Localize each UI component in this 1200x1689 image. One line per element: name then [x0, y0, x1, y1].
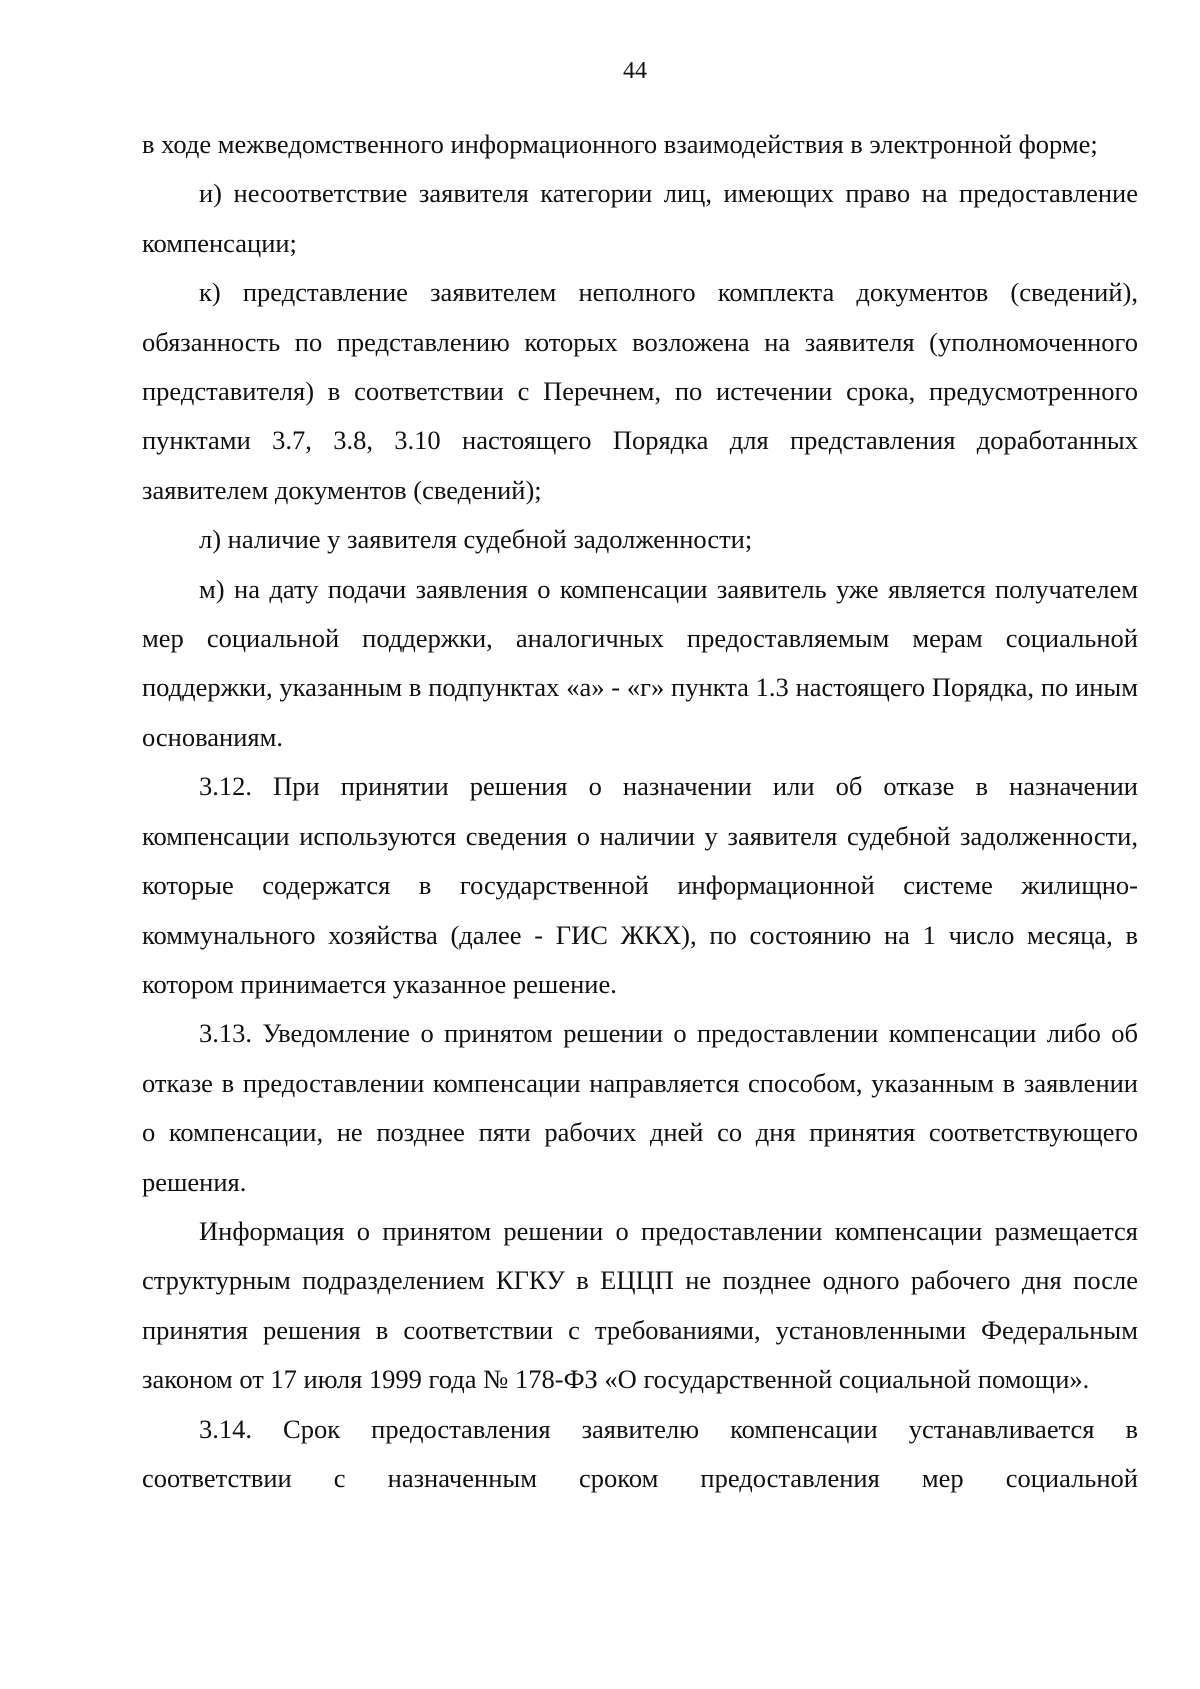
page-number: 44 [623, 58, 647, 84]
document-body [142, 120, 1138, 1503]
paragraph: 3.14. Срок предоставления заявителю компенсации устанавливается в соответствии с назначенным сроком предоставления мер социальной [142, 1413, 1138, 1493]
paragraph: в ходе межведомственного информационного взаимодействия в электронной форме; [142, 129, 1098, 159]
paragraph: 3.13. Уведомление о принятом решении о предоставлении компенсации либо об отказе в предоставлении компенсации направляется способом, указанным в заявлении о компенсации, не позднее пяти рабочих дней со дня принятия соответствующего решения. [142, 1018, 1138, 1197]
paragraph: к) представление заявителем неполного комплекта документов (сведений), обязанность по представлению которых возложена на заявителя (уполномоченного представителя) в соответствии с Перечнем, по истечении срока, предусмотренного пунктами 3.7, 3.8, 3.10 настоящего Порядка для представления доработанных заявителем документов (сведений); [142, 277, 1138, 505]
paragraph: м) на дату подачи заявления о компенсации заявитель уже является получателем мер социальной поддержки, аналогичных предоставляемым мерам социальной поддержки, указанным в подпунктах «а» - «г» пункта 1.3 настоящего Порядка, по иным основаниям. [142, 573, 1138, 752]
paragraph: Информация о принятом решении о предоставлении компенсации размещается структурным подразделением КГКУ в ЕЦЦП не позднее одного рабочего дня после принятия решения в соответствии с требованиями, установленными Федеральным законом от 17 июля 1999 года № 178-ФЗ «О государственной социальной помощи». [142, 1215, 1138, 1395]
paragraph: и) несоответствие заявителя категории лиц, имеющих право на предоставление компенсации; [142, 178, 1138, 258]
paragraph: л) наличие у заявителя судебной задолженности; [199, 524, 753, 555]
paragraph: 3.12. При принятии решения о назначении или об отказе в назначении компенсации используются сведения о наличии у заявителя судебной задолженности, которые содержатся в государственной информационной системе жилищно-коммунального хозяйства (далее - ГИС ЖКХ), по состоянию на 1 число месяца, в котором принимается указанное решение. [142, 771, 1138, 999]
